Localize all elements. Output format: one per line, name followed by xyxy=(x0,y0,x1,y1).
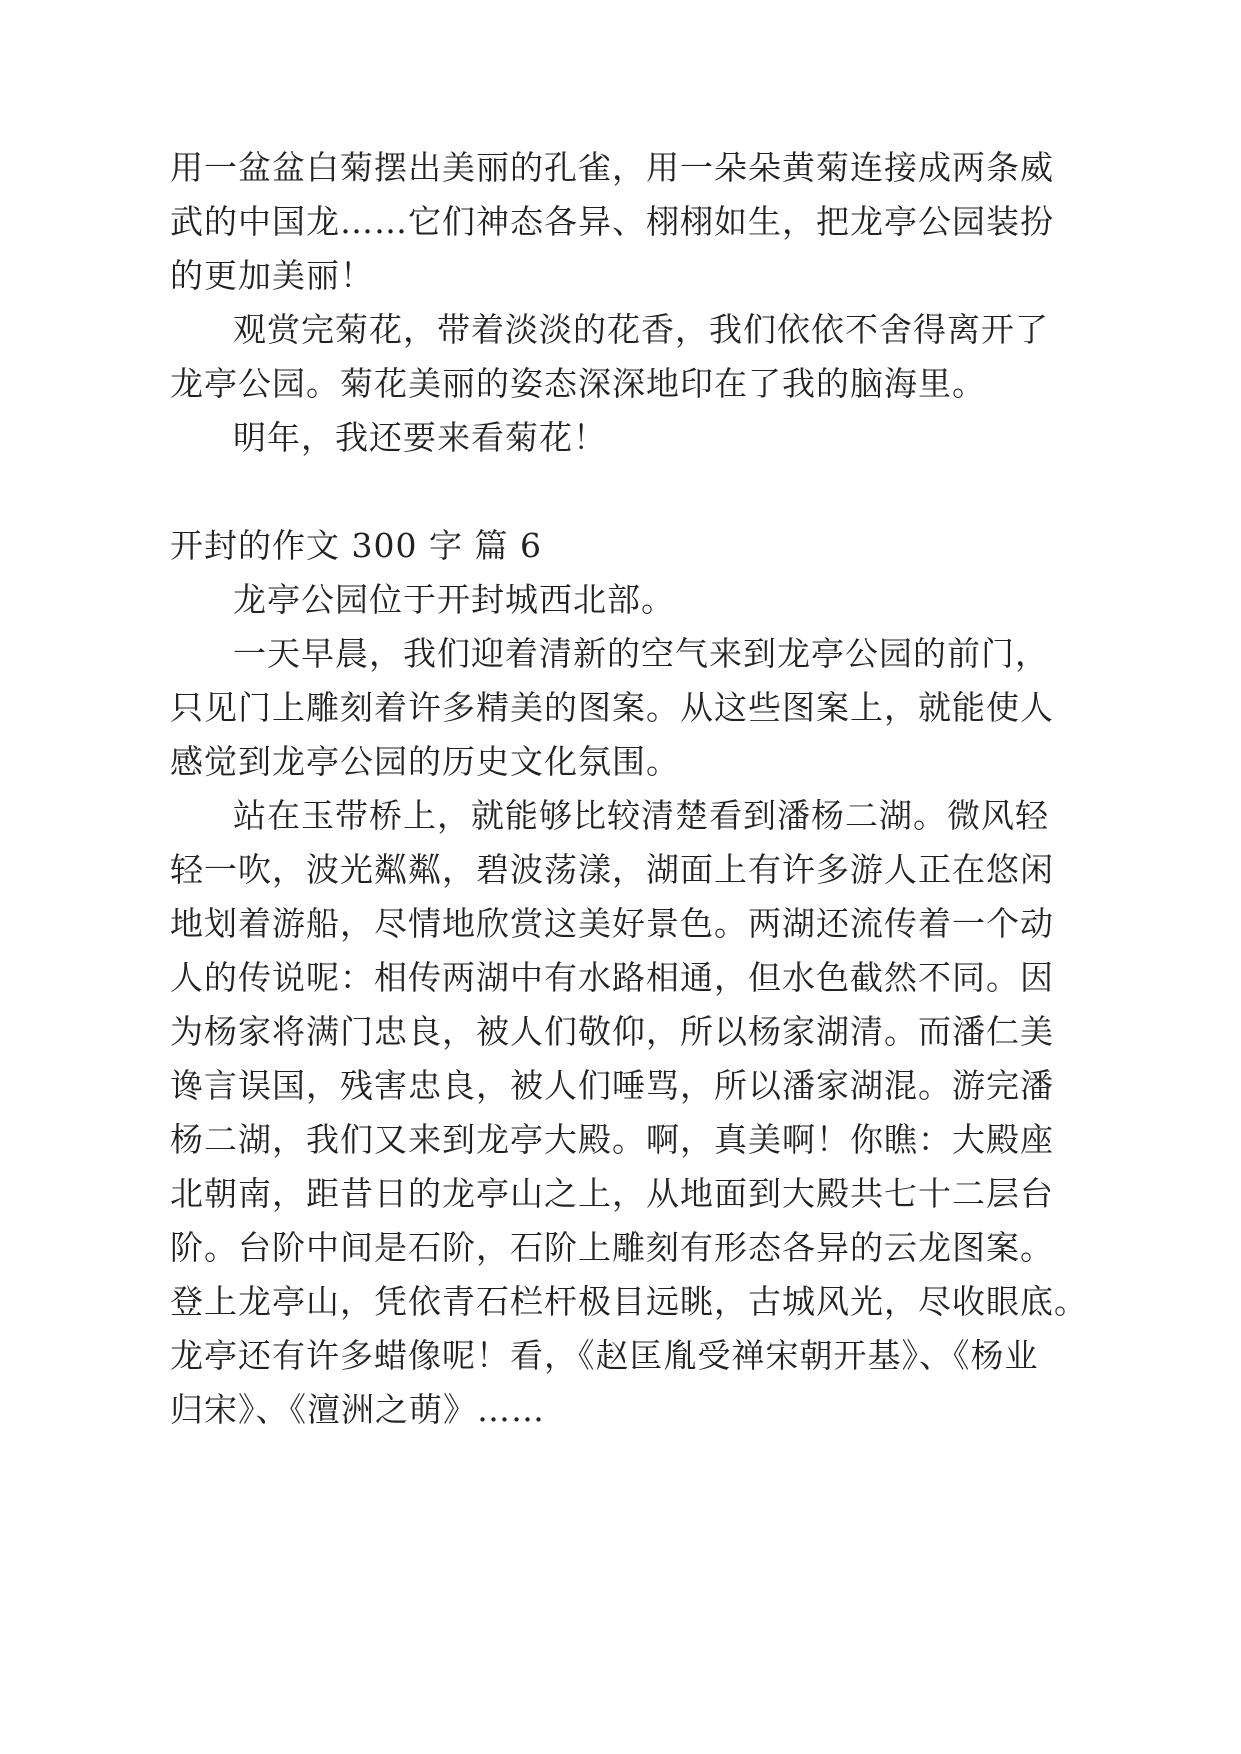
text-line-8: 龙亭公园位于开封城西北部。 xyxy=(233,580,675,619)
text-line-14: 地划着游船，尽情地欣赏这美好景色。两湖还流传着一个动 xyxy=(170,904,1054,943)
text-line-15: 人的传说呢：相传两湖中有水路相通，但水色截然不同。因 xyxy=(170,958,1054,997)
text-line-18: 杨二湖，我们又来到龙亭大殿。啊，真美啊！你瞧：大殿座 xyxy=(170,1120,1054,1159)
text-line-16: 为杨家将满门忠良，被人们敬仰，所以杨家湖清。而潘仁美 xyxy=(170,1012,1054,1051)
text-line-5: 龙亭公园。菊花美丽的姿态深深地印在了我的脑海里。 xyxy=(170,364,986,403)
text-line-19: 北朝南，距昔日的龙亭山之上，从地面到大殿共七十二层台 xyxy=(170,1174,1054,1213)
text-line-21: 登上龙亭山，凭依青石栏杆极目远眺，古城风光，尽收眼底。 xyxy=(170,1282,1088,1321)
text-line-13: 轻一吹，波光粼粼，碧波荡漾，湖面上有许多游人正在悠闲 xyxy=(170,850,1054,889)
text-line-11: 感觉到龙亭公园的历史文化氛围。 xyxy=(170,742,680,781)
text-line-12: 站在玉带桥上，就能够比较清楚看到潘杨二湖。微风轻 xyxy=(233,796,1049,835)
text-line-3: 的更加美丽！ xyxy=(170,256,374,295)
text-line-9: 一天早晨，我们迎着清新的空气来到龙亭公园的前门， xyxy=(233,634,1049,673)
text-line-4: 观赏完菊花，带着淡淡的花香，我们依依不舍得离开了 xyxy=(233,310,1049,349)
text-line-22: 龙亭还有许多蜡像呢！看，《赵匡胤受禅宋朝开基》、《杨业 xyxy=(170,1336,1039,1375)
text-line-10: 只见门上雕刻着许多精美的图案。从这些图案上，就能使人 xyxy=(170,688,1054,727)
text-line-17: 谗言误国，残害忠良，被人们唾骂，所以潘家湖混。游完潘 xyxy=(170,1066,1054,1105)
text-line-23: 归宋》、《澶洲之萌》…… xyxy=(170,1390,545,1429)
text-line-20: 阶。台阶中间是石阶，石阶上雕刻有形态各异的云龙图案。 xyxy=(170,1228,1054,1267)
text-line-2: 武的中国龙……它们神态各异、栩栩如生，把龙亭公园装扮 xyxy=(170,202,1054,241)
section-heading: 开封的作文 300 字 篇 6 xyxy=(170,526,542,565)
text-line-1: 用一盆盆白菊摆出美丽的孔雀，用一朵朵黄菊连接成两条威 xyxy=(170,148,1054,187)
text-line-6: 明年，我还要来看菊花！ xyxy=(233,418,607,457)
